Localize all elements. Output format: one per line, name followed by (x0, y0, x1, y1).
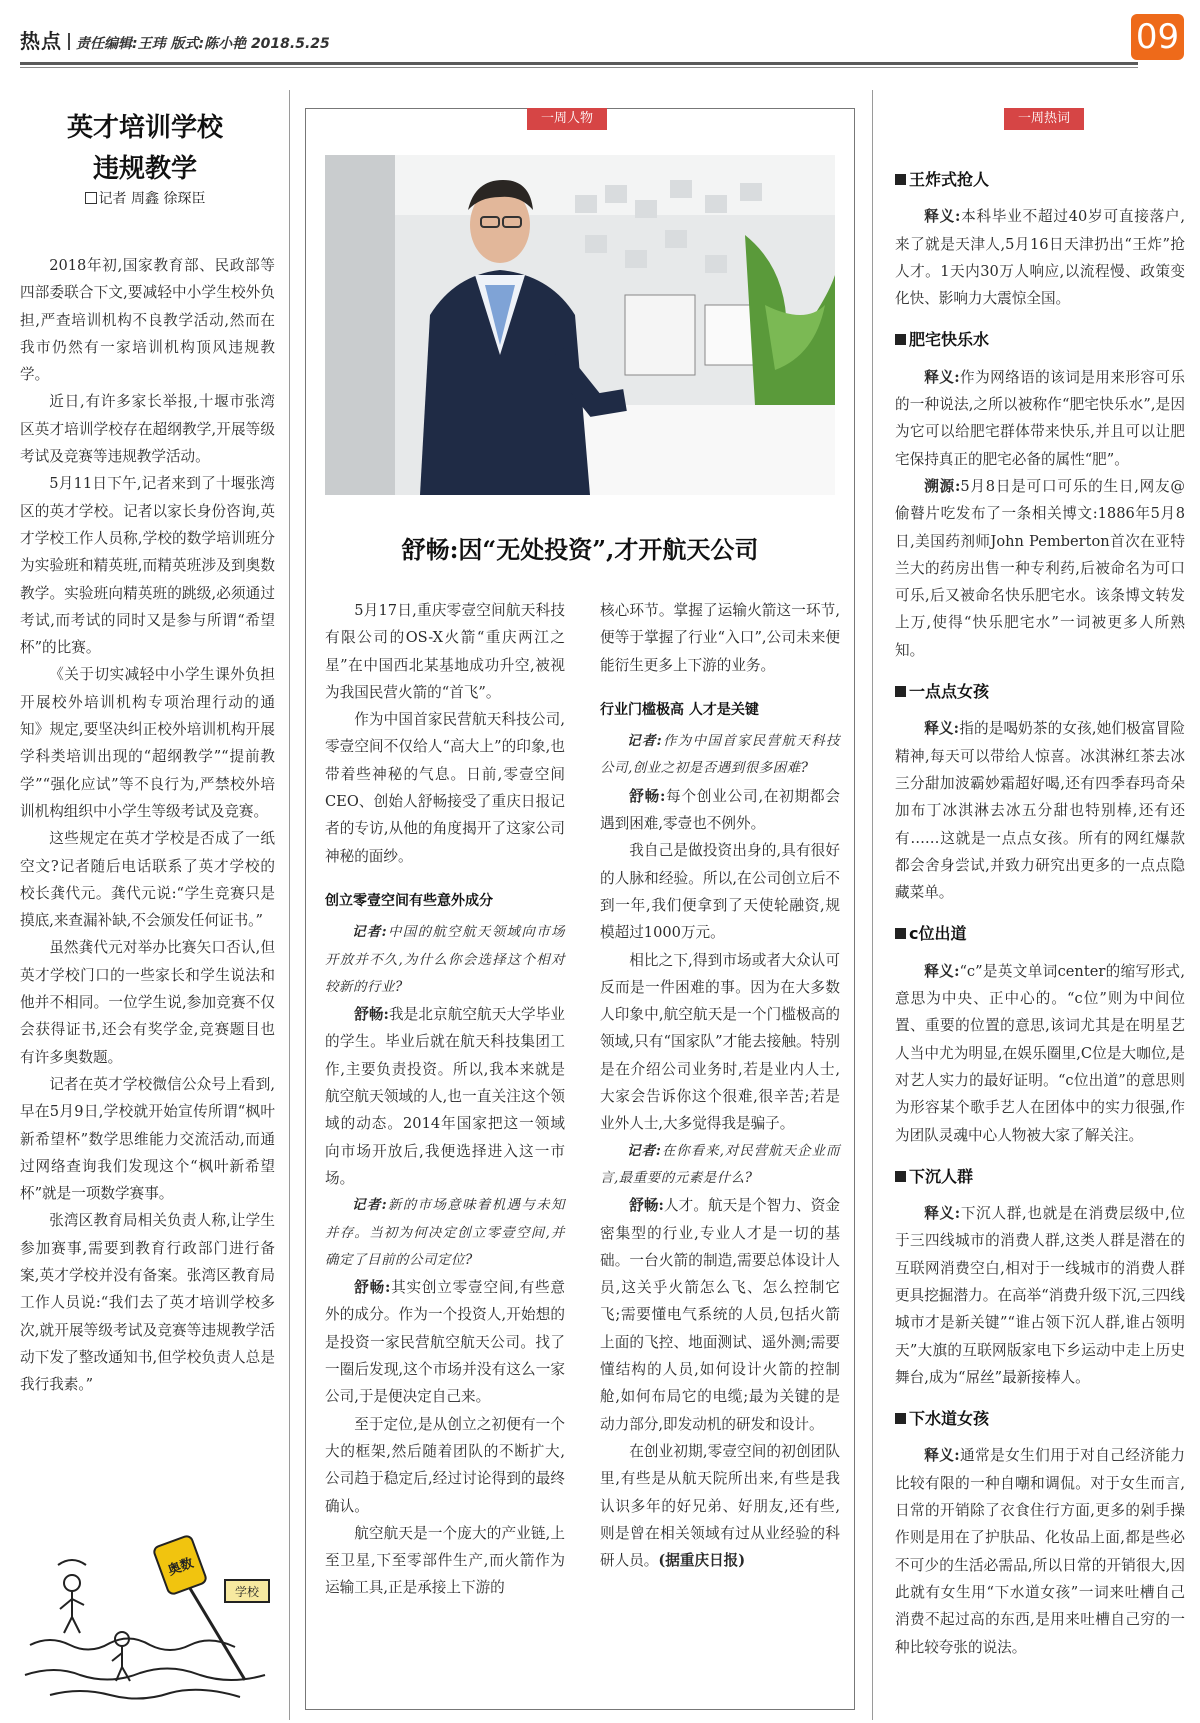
source-credit: (据重庆日报) (658, 1552, 746, 1570)
speaker-label: 舒畅: (354, 1279, 391, 1297)
section-tag-weekly-hotwords: 一周热词 (1004, 108, 1084, 130)
header-rule-thin (20, 67, 1138, 68)
center-paragraph (325, 1520, 565, 1602)
left-byline (30, 188, 260, 208)
left-paragraph: 《关于切实减轻中小学生课外负担开展校外培训机构专项治理行动的通知》规定,要坚决纠正校外培训机构开展学科类培训出现的“超纲教学”“提前教学”“强化应试”等不良行为,严禁校外培训机构组织中小学生等级考试及竞赛。 (20, 666, 275, 820)
coin-sword (153, 1535, 245, 1680)
speaker-label: 记者: (352, 1197, 388, 1214)
speaker-label: 记者: (627, 733, 663, 750)
speaker-label: 记者: (627, 1142, 662, 1159)
left-paragraph: 记者在英才学校微信公众号上看到,早在5月9日,学校就开始宣传所谓“枫叶新希望杯”数学思维能力交流活动,而通过网络查询我们发现这个“枫叶新希望杯”就是一项数学赛事。 (20, 1075, 275, 1203)
hotword-definition (895, 1442, 1185, 1660)
speaker-label: 舒畅: (629, 787, 666, 805)
section-subhead: 行业门槛极高 人才是关键 (600, 701, 759, 718)
hotwords-column (895, 160, 1185, 1661)
left-paragraph: 这些规定在英才学校是否成了一纸空文?记者随后电话联系了英才学校的校长龚代元。龚代元说:“学生竞赛只是摸底,来查漏补缺,不会颁发任何证书。” (20, 830, 275, 930)
left-title-line2: 违规教学 (92, 154, 197, 184)
bullet-square-icon (895, 1171, 906, 1182)
cartoon-school-sign: 学校 (234, 1585, 260, 1599)
interview-answer (600, 783, 840, 838)
center-article-col2 (600, 597, 840, 1574)
column-divider-right (872, 90, 873, 1720)
left-title-line1: 英才培训学校 (66, 113, 223, 143)
center-paragraph (325, 1411, 565, 1520)
left-article-body (20, 252, 275, 1398)
hotword-heading (895, 1163, 1185, 1190)
portrait-photo (325, 155, 835, 495)
definition-text: 5月8日是可口可乐的生日,网友@偷瞽片吃发布了一条相关博文:1886年5月8日,美国药剂师John Pemberton首次在亚特兰大的药房出售一种专利药,后被命名为可口可乐,后又被命名快乐肥宅水。该条博文转发上万,使得“快乐肥宅水”一词被更多人所熟知。 (895, 477, 1185, 659)
hotword-definition (895, 958, 1185, 1149)
center-paragraph (600, 1438, 840, 1574)
hotword-title: 下沉人群 (909, 1166, 974, 1186)
definition-text: 指的是喝奶茶的女孩,她们极富冒险精神,每天可以带给人惊喜。冰淇淋红茶去冰三分甜加波霸妙霜超好喝,还有四季春玛奇朵加布丁冰淇淋去冰五分甜也特别棒,还有还有……这就是一点点女孩。所有的网红爆款都会舍身尝试,并致力研究出更多的一点点隐藏菜单。 (895, 720, 1185, 902)
center-paragraph (600, 597, 840, 679)
paragraph-text: 在创业初期,零壹空间的初创团队里,有些是从航天院所出来,有些是我认识多年的好兄弟、好朋友,还有些,则是曾在相关领域有过从业经验的科研人员。 (600, 1442, 840, 1570)
definition-text: 下沉人群,也就是在消费层级中,位于三四线城市的消费人群,这类人群是潜在的互联网消费空白,相对于一线城市的消费人群更具挖掘潜力。在高举“消费升级下沉,三四线城市才是新关键”“谁占领下沉人群,谁占领明天”大旗的互联网版家电下乡运动中走上历史舞台,成为“屌丝”最新接棒人。 (895, 1205, 1185, 1386)
speaker-label: 舒畅: (354, 1006, 389, 1024)
hotword-title: c位出道 (909, 924, 967, 944)
byline-text: 记者 周鑫 徐琛臣 (98, 191, 206, 207)
section-subhead: 创立零壹空间有些意外成分 (325, 892, 493, 909)
definition-label: 释义: (924, 1447, 960, 1465)
speaker-label: 记者: (352, 924, 388, 941)
interview-text: 新的市场意味着机遇与未知并存。当初为何决定创立零壹空间,并确定了目前的公司定位? (325, 1197, 566, 1268)
interview-question (600, 728, 840, 783)
hotword-heading (895, 920, 1185, 947)
hotword-title: 肥宅快乐水 (909, 330, 990, 350)
hotword-definition (895, 473, 1185, 664)
hotword-definition (895, 364, 1185, 473)
cartoon-illustration (20, 1525, 275, 1710)
paragraph-text: 我自己是做投资出身的,具有很好的人脉和经验。所以,在公司创立后不到一年,我们便拿到了天使轮融资,规模超过1000万元。 (600, 842, 840, 942)
definition-text: 通常是女生们用于对自己经济能力比较有限的一种自嘲和调侃。对于女生而言,日常的开销除了衣食住行方面,更多的剁手操作则是用在了护肤品、化妆品上面,都是些必不可少的生活必需品,所以日常的开销很大,因此就有女生用“下水道女孩”一词来吐槽自己消费不起过高的东西,是用来吐槽自己穷的一种比较夸张的说法。 (895, 1447, 1185, 1656)
column-divider-left (289, 90, 290, 1720)
definition-label: 释义: (924, 368, 960, 386)
hotword-title: 王炸式抢人 (909, 170, 990, 189)
hotword-heading (895, 326, 1185, 353)
byline-box-icon (85, 192, 97, 204)
interview-answer (600, 1192, 840, 1438)
left-article-title (30, 108, 260, 190)
definition-label: 溯源: (924, 477, 961, 495)
interview-question (325, 919, 565, 1001)
hotword-definition (895, 1200, 1185, 1391)
cartoon-coin-label: 奥数 (166, 1555, 196, 1579)
paragraph-text: 相比之下,得到市场或者大众认可反而是一件困难的事。因为在大多数人印象中,航空航天是一个门槛极高的领域,只有“国家队”才能去接触。特别是在介绍公司业务时,若是业内人士,大家会告诉你这个很难,很辛苦;若是业外人士,大多觉得我是骗子。 (600, 951, 840, 1133)
section-name: 热点 (20, 29, 62, 53)
interview-text: 在你看来,对民营航天企业而言,最重要的元素是什么? (600, 1142, 841, 1186)
paragraph-text: 至于定位,是从创立之初便有一个大的框架,然后随着团队的不断扩大,公司趋于稳定后,经过讨论得到的最终确认。 (325, 1415, 565, 1515)
section-tag-weekly-person: 一周人物 (527, 108, 607, 130)
center-paragraph (600, 947, 840, 1138)
center-article-col1 (325, 597, 565, 1602)
center-article-title: 舒畅:因“无处投资”,才开航天公司 (401, 535, 759, 564)
left-paragraph: 近日,有许多家长举报,十堰市张湾区英才培训学校存在超纲教学,开展等级考试及竞赛等违规教学活动。 (20, 393, 275, 466)
editor-credits: 责任编辑:王玮 版式:陈小艳 2018.5.25 (76, 36, 330, 52)
interview-text: 作为中国首家民营航天科技公司,创业之初是否遇到很多困难? (600, 733, 841, 777)
paragraph-text: 航空航天是一个庞大的产业链,上至卫星,下至零部件生产,而火箭作为运输工具,正是承接上下游的 (325, 1524, 565, 1597)
left-paragraph: 张湾区教育局相关负责人称,让学生参加赛事,需要到教育行政部门进行备案,英才学校并没有备案。张湾区教育局工作人员说:“我们去了英才培训学校多次,就开展等级考试及竞赛等违规教学活动下发了整改通知书,但学校负责人总是我行我素。” (20, 1212, 275, 1394)
definition-text: 本科毕业不超过40岁可直接落户,来了就是天津人,5月16日天津扔出“王炸”抢人才。1天内30万人响应,以流程慢、政策变化快、影响力大震惊全国。 (895, 208, 1185, 308)
left-paragraph: 5月11日下午,记者来到了十堰张湾区的英才学校。记者以家长身份咨询,英才学校工作人员称,学校的数学培训班分为实验班和精英班,而精英班涉及到奥数教学。实验班向精英班的跳级,必须通过考试,而考试的同时又是参与所谓“希望杯”的比赛。 (20, 475, 275, 657)
hotword-title: 一点点女孩 (909, 682, 990, 702)
interview-text: 我是北京航空航天大学毕业的学生。毕业后就在航天科技集团工作,主要负责投资。所以,我本来就是航空航天领域的人,也一直关注这个领域的动态。2014年国家把这一领域向市场开放后,我便选择进入这一市场。 (325, 1006, 565, 1187)
bullet-square-icon (895, 174, 906, 185)
definition-text: 作为网络语的该词是用来形容可乐的一种说法,之所以被称作“肥宅快乐水”,是因为它可以给肥宅群体带来快乐,并且可以让肥宅保持真正的肥宅必备的属性“肥”。 (895, 368, 1185, 468)
bullet-square-icon (895, 334, 906, 345)
center-paragraph (325, 597, 565, 706)
left-paragraph: 虽然龚代元对举办比赛矢口否认,但英才学校门口的一些家长和学生说法和他并不相同。一位学生说,参加竞赛不仅会获得证书,还会有奖学金,竞赛题目也有许多奥数题。 (20, 939, 275, 1066)
interview-question (325, 1192, 565, 1274)
hotword-heading (895, 678, 1185, 705)
hotword-heading (895, 1405, 1185, 1432)
interview-question (600, 1138, 840, 1193)
page-number: 09 (1131, 14, 1184, 60)
paragraph-text: 核心环节。掌握了运输火箭这一环节,便等于掌握了行业“入口”,公司未来便能衍生更多上下游的业务。 (600, 602, 840, 674)
interview-answer (325, 1274, 565, 1410)
bullet-square-icon (895, 1413, 906, 1424)
definition-label: 释义: (924, 720, 960, 738)
center-paragraph (325, 706, 565, 870)
definition-text: “c”是英文单词center的缩写形式,意思为中央、正中心的。“c位”则为中间位置、重要的位置的意思,该词尤其是在明星艺人当中尤为明显,在娱乐圈里,C位是大咖位,是对艺人实力的最好证明。“c位出道”的意思则为形容某个歌手艺人在团体中的实力很强,作为团队灵魂中心人物被大家了解关注。 (895, 962, 1186, 1144)
hotword-definition (895, 203, 1185, 312)
bullet-square-icon (895, 928, 906, 939)
interview-text: 每个创业公司,在初期都会遇到困难,零壹也不例外。 (600, 787, 840, 833)
definition-label: 释义: (924, 1205, 961, 1223)
header-divider (68, 33, 70, 50)
speaker-label: 舒畅: (629, 1197, 664, 1215)
paragraph-text: 作为中国首家民营航天科技公司,零壹空间不仅给人“高大上”的印象,也带着些神秘的气息。日前,零壹空间CEO、创始人舒畅接受了重庆日报记者的专访,从他的角度揭开了这家公司神秘的面纱。 (325, 711, 565, 865)
interview-answer (325, 1001, 565, 1192)
hotword-definition (895, 715, 1185, 906)
hotword-heading (895, 166, 1185, 193)
interview-text: 其实创立零壹空间,有些意外的成分。作为一个投资人,开始想的是投资一家民营航空航天公司。找了一圈后发现,这个市场并没有这么一家公司,于是便决定自己来。 (325, 1279, 565, 1406)
interview-text: 人才。航天是个智力、资金密集型的行业,专业人才是一切的基础。一台火箭的制造,需要总体设计人员,这关乎火箭怎么飞、怎么控制它飞;需要懂电气系统的人员,包括火箭上面的飞控、地面测试、遥外测;需要懂结构的人员,如何设计火箭的控制舱,如何布局它的电缆;最为关键的是动力部分,即发动机的研发和设计。 (600, 1197, 840, 1433)
masthead (20, 25, 1130, 55)
interview-text: 中国的航空航天领域向市场开放并不久,为什么你会选择这个相对较新的行业? (325, 924, 566, 995)
definition-label: 释义: (924, 208, 961, 226)
center-paragraph (600, 837, 840, 946)
left-paragraph: 2018年初,国家教育部、民政部等四部委联合下文,要减轻中小学生校外负担,严查培训机构不良教学活动,然而在我市仍然有一家培训机构顶风违规教学。 (20, 257, 275, 384)
header-rule (20, 62, 1138, 65)
hotword-title: 下水道女孩 (909, 1409, 990, 1429)
definition-label: 释义: (924, 962, 960, 980)
paragraph-text: 5月17日,重庆零壹空间航天科技有限公司的OS-X火箭“重庆两江之星”在中国西北某基地成功升空,被视为我国民营火箭的“首飞”。 (325, 602, 565, 701)
bullet-square-icon (895, 686, 906, 697)
